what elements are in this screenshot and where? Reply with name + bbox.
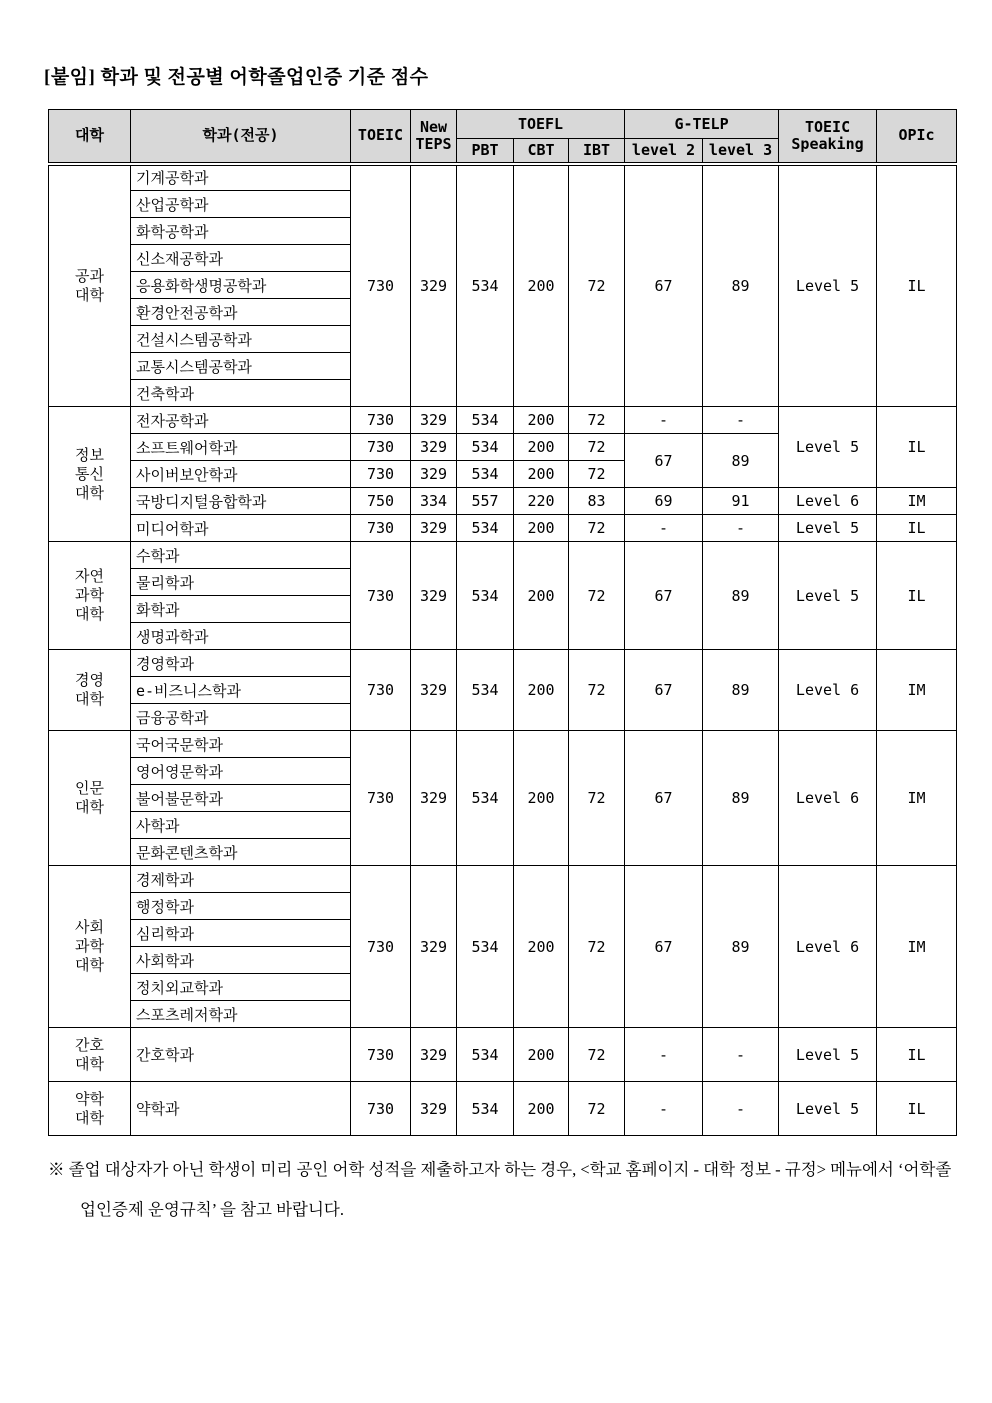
table-row bbox=[49, 164, 957, 191]
cbt-cell: 200 bbox=[514, 164, 569, 407]
opic-cell: IM bbox=[877, 650, 957, 731]
toeic_speaking-cell: Level 5 bbox=[779, 542, 877, 650]
gtelp_l3-cell: - bbox=[703, 1082, 779, 1136]
toeic-cell: 730 bbox=[351, 164, 411, 407]
gtelp_l3-cell: 89 bbox=[703, 164, 779, 407]
pbt-cell: 534 bbox=[457, 515, 514, 542]
table-row bbox=[49, 488, 957, 515]
department-cell: 금융공학과 bbox=[131, 704, 351, 731]
table-row bbox=[49, 1028, 957, 1082]
toeic_speaking-cell: Level 6 bbox=[779, 866, 877, 1028]
opic-cell: IL bbox=[877, 542, 957, 650]
department-cell: 문화콘텐츠학과 bbox=[131, 839, 351, 866]
toeic-cell: 750 bbox=[351, 488, 411, 515]
cbt-cell: 200 bbox=[514, 434, 569, 461]
header-pbt: PBT bbox=[457, 139, 514, 164]
department-cell: 환경안전공학과 bbox=[131, 299, 351, 326]
new_teps-cell: 329 bbox=[411, 164, 457, 407]
cbt-cell: 200 bbox=[514, 407, 569, 434]
department-cell: 신소재공학과 bbox=[131, 245, 351, 272]
new_teps-cell: 329 bbox=[411, 731, 457, 866]
ibt-cell: 72 bbox=[569, 1028, 625, 1082]
department-cell: 미디어학과 bbox=[131, 515, 351, 542]
department-cell: 건축학과 bbox=[131, 380, 351, 407]
ibt-cell: 72 bbox=[569, 515, 625, 542]
toeic_speaking-cell: Level 5 bbox=[779, 164, 877, 407]
table-row bbox=[49, 1082, 957, 1136]
toeic-cell: 730 bbox=[351, 1082, 411, 1136]
gtelp_l3-cell: - bbox=[703, 515, 779, 542]
gtelp_l2-cell: - bbox=[625, 1082, 703, 1136]
department-cell: 국방디지털융합학과 bbox=[131, 488, 351, 515]
header-new-teps-line2: TEPS bbox=[415, 134, 452, 153]
gtelp_l2-cell: 67 bbox=[625, 542, 703, 650]
department-cell: 사이버보안학과 bbox=[131, 461, 351, 488]
gtelp_l2-cell: 69 bbox=[625, 488, 703, 515]
department-cell: 국어국문학과 bbox=[131, 731, 351, 758]
header-opic: OPIc bbox=[877, 110, 957, 164]
gtelp_l2-cell: 67 bbox=[625, 731, 703, 866]
table-row bbox=[49, 866, 957, 893]
college-cell: 공과 대학 bbox=[49, 164, 131, 407]
department-cell: 화학과 bbox=[131, 596, 351, 623]
pbt-cell: 534 bbox=[457, 1028, 514, 1082]
department-cell: 경제학과 bbox=[131, 866, 351, 893]
department-cell: 사회학과 bbox=[131, 947, 351, 974]
new_teps-cell: 329 bbox=[411, 407, 457, 434]
opic-cell: IL bbox=[877, 407, 957, 488]
ibt-cell: 83 bbox=[569, 488, 625, 515]
gtelp_l3-cell: 89 bbox=[703, 866, 779, 1028]
cbt-cell: 220 bbox=[514, 488, 569, 515]
gtelp_l3-cell: 89 bbox=[703, 434, 779, 488]
new_teps-cell: 329 bbox=[411, 542, 457, 650]
department-cell: 스포츠레저학과 bbox=[131, 1001, 351, 1028]
header-toefl: TOEFL bbox=[457, 110, 625, 139]
college-cell: 정보 통신 대학 bbox=[49, 407, 131, 542]
ibt-cell: 72 bbox=[569, 1082, 625, 1136]
toeic_speaking-cell: Level 5 bbox=[779, 1028, 877, 1082]
pbt-cell: 534 bbox=[457, 650, 514, 731]
pbt-cell: 534 bbox=[457, 461, 514, 488]
toeic-cell: 730 bbox=[351, 461, 411, 488]
department-cell: 건설시스템공학과 bbox=[131, 326, 351, 353]
header-cbt: CBT bbox=[514, 139, 569, 164]
opic-cell: IL bbox=[877, 1082, 957, 1136]
pbt-cell: 534 bbox=[457, 1082, 514, 1136]
toeic-cell: 730 bbox=[351, 650, 411, 731]
toeic-cell: 730 bbox=[351, 515, 411, 542]
gtelp_l2-cell: - bbox=[625, 407, 703, 434]
toeic-cell: 730 bbox=[351, 407, 411, 434]
toeic-cell: 730 bbox=[351, 434, 411, 461]
ibt-cell: 72 bbox=[569, 542, 625, 650]
new_teps-cell: 334 bbox=[411, 488, 457, 515]
department-cell: 산업공학과 bbox=[131, 191, 351, 218]
toeic_speaking-cell: Level 5 bbox=[779, 515, 877, 542]
department-cell: 영어영문학과 bbox=[131, 758, 351, 785]
gtelp_l3-cell: - bbox=[703, 407, 779, 434]
header-row-1 bbox=[49, 110, 957, 139]
department-cell: 정치외교학과 bbox=[131, 974, 351, 1001]
department-cell: 교통시스템공학과 bbox=[131, 353, 351, 380]
gtelp_l3-cell: 89 bbox=[703, 731, 779, 866]
ibt-cell: 72 bbox=[569, 164, 625, 407]
table-row bbox=[49, 542, 957, 569]
gtelp_l2-cell: 67 bbox=[625, 650, 703, 731]
cbt-cell: 200 bbox=[514, 1028, 569, 1082]
college-cell: 약학 대학 bbox=[49, 1082, 131, 1136]
gtelp_l3-cell: - bbox=[703, 1028, 779, 1082]
gtelp_l2-cell: 67 bbox=[625, 164, 703, 407]
college-cell: 경영 대학 bbox=[49, 650, 131, 731]
department-cell: 경영학과 bbox=[131, 650, 351, 677]
header-gtelp: G-TELP bbox=[625, 110, 779, 139]
header-toeic-speaking-line1: TOEIC bbox=[804, 117, 851, 136]
department-cell: 화학공학과 bbox=[131, 218, 351, 245]
pbt-cell: 557 bbox=[457, 488, 514, 515]
department-cell: 전자공학과 bbox=[131, 407, 351, 434]
footnote bbox=[48, 1150, 956, 1230]
toeic_speaking-cell: Level 6 bbox=[779, 731, 877, 866]
table-row bbox=[49, 650, 957, 677]
page-title: [붙임] 학과 및 전공별 어학졸업인증 기준 점수 bbox=[44, 67, 429, 88]
toeic-cell: 730 bbox=[351, 1028, 411, 1082]
opic-cell: IL bbox=[877, 1028, 957, 1082]
header-new-teps bbox=[411, 110, 457, 164]
pbt-cell: 534 bbox=[457, 542, 514, 650]
table-body bbox=[49, 164, 957, 1136]
header-toeic-speaking bbox=[779, 110, 877, 164]
department-cell: 행정학과 bbox=[131, 893, 351, 920]
header-college: 대학 bbox=[49, 110, 131, 164]
new_teps-cell: 329 bbox=[411, 515, 457, 542]
opic-cell: IL bbox=[877, 164, 957, 407]
gtelp_l3-cell: 91 bbox=[703, 488, 779, 515]
pbt-cell: 534 bbox=[457, 164, 514, 407]
header-ibt: IBT bbox=[569, 139, 625, 164]
header-department: 학과(전공) bbox=[131, 110, 351, 164]
pbt-cell: 534 bbox=[457, 434, 514, 461]
department-cell: 사학과 bbox=[131, 812, 351, 839]
department-cell: 물리학과 bbox=[131, 569, 351, 596]
gtelp_l2-cell: 67 bbox=[625, 866, 703, 1028]
footnote-text: 졸업 대상자가 아닌 학생이 미리 공인 어학 성적을 제출하고자 하는 경우, <학교 홈페이지 - 대학 정보 - 규정> 메뉴에서 ‘어학졸업인증제 운영규칙’ 을 참고 바랍니다. bbox=[68, 1160, 952, 1219]
department-cell: 약학과 bbox=[131, 1082, 351, 1136]
scores-table bbox=[48, 109, 957, 1136]
gtelp_l3-cell: 89 bbox=[703, 650, 779, 731]
header-toeic: TOEIC bbox=[351, 110, 411, 164]
gtelp_l2-cell: 67 bbox=[625, 434, 703, 488]
pbt-cell: 534 bbox=[457, 866, 514, 1028]
opic-cell: IM bbox=[877, 488, 957, 515]
cbt-cell: 200 bbox=[514, 650, 569, 731]
new_teps-cell: 329 bbox=[411, 1028, 457, 1082]
toeic-cell: 730 bbox=[351, 731, 411, 866]
gtelp_l2-cell: - bbox=[625, 1028, 703, 1082]
college-cell: 사회 과학 대학 bbox=[49, 866, 131, 1028]
toeic_speaking-cell: Level 6 bbox=[779, 488, 877, 515]
ibt-cell: 72 bbox=[569, 650, 625, 731]
opic-cell: IM bbox=[877, 866, 957, 1028]
new_teps-cell: 329 bbox=[411, 1082, 457, 1136]
department-cell: 수학과 bbox=[131, 542, 351, 569]
header-toeic-speaking-line2: Speaking bbox=[791, 134, 864, 153]
department-cell: 심리학과 bbox=[131, 920, 351, 947]
department-cell: e-비즈니스학과 bbox=[131, 677, 351, 704]
new_teps-cell: 329 bbox=[411, 866, 457, 1028]
ibt-cell: 72 bbox=[569, 866, 625, 1028]
footnote-marker: ※ bbox=[48, 1160, 65, 1179]
new_teps-cell: 329 bbox=[411, 434, 457, 461]
cbt-cell: 200 bbox=[514, 515, 569, 542]
toeic-cell: 730 bbox=[351, 866, 411, 1028]
header-gtelp-level3: level 3 bbox=[703, 139, 779, 164]
department-cell: 불어불문학과 bbox=[131, 785, 351, 812]
header-gtelp-level2: level 2 bbox=[625, 139, 703, 164]
cbt-cell: 200 bbox=[514, 1082, 569, 1136]
department-cell: 기계공학과 bbox=[131, 164, 351, 191]
table-row bbox=[49, 515, 957, 542]
college-cell: 자연 과학 대학 bbox=[49, 542, 131, 650]
toeic_speaking-cell: Level 5 bbox=[779, 407, 877, 488]
college-cell: 간호 대학 bbox=[49, 1028, 131, 1082]
toeic-cell: 730 bbox=[351, 542, 411, 650]
college-cell: 인문 대학 bbox=[49, 731, 131, 866]
gtelp_l2-cell: - bbox=[625, 515, 703, 542]
ibt-cell: 72 bbox=[569, 731, 625, 866]
toeic_speaking-cell: Level 5 bbox=[779, 1082, 877, 1136]
pbt-cell: 534 bbox=[457, 407, 514, 434]
department-cell: 간호학과 bbox=[131, 1028, 351, 1082]
ibt-cell: 72 bbox=[569, 407, 625, 434]
table-row bbox=[49, 407, 957, 434]
cbt-cell: 200 bbox=[514, 731, 569, 866]
department-cell: 소프트웨어학과 bbox=[131, 434, 351, 461]
gtelp_l3-cell: 89 bbox=[703, 542, 779, 650]
cbt-cell: 200 bbox=[514, 461, 569, 488]
department-cell: 응용화학생명공학과 bbox=[131, 272, 351, 299]
department-cell: 생명과학과 bbox=[131, 623, 351, 650]
toeic_speaking-cell: Level 6 bbox=[779, 650, 877, 731]
table-row bbox=[49, 731, 957, 758]
opic-cell: IL bbox=[877, 515, 957, 542]
table-header bbox=[49, 110, 957, 164]
cbt-cell: 200 bbox=[514, 542, 569, 650]
pbt-cell: 534 bbox=[457, 731, 514, 866]
cbt-cell: 200 bbox=[514, 866, 569, 1028]
new_teps-cell: 329 bbox=[411, 461, 457, 488]
opic-cell: IM bbox=[877, 731, 957, 866]
new_teps-cell: 329 bbox=[411, 650, 457, 731]
header-new-teps-line1: New bbox=[419, 117, 448, 136]
ibt-cell: 72 bbox=[569, 434, 625, 461]
ibt-cell: 72 bbox=[569, 461, 625, 488]
